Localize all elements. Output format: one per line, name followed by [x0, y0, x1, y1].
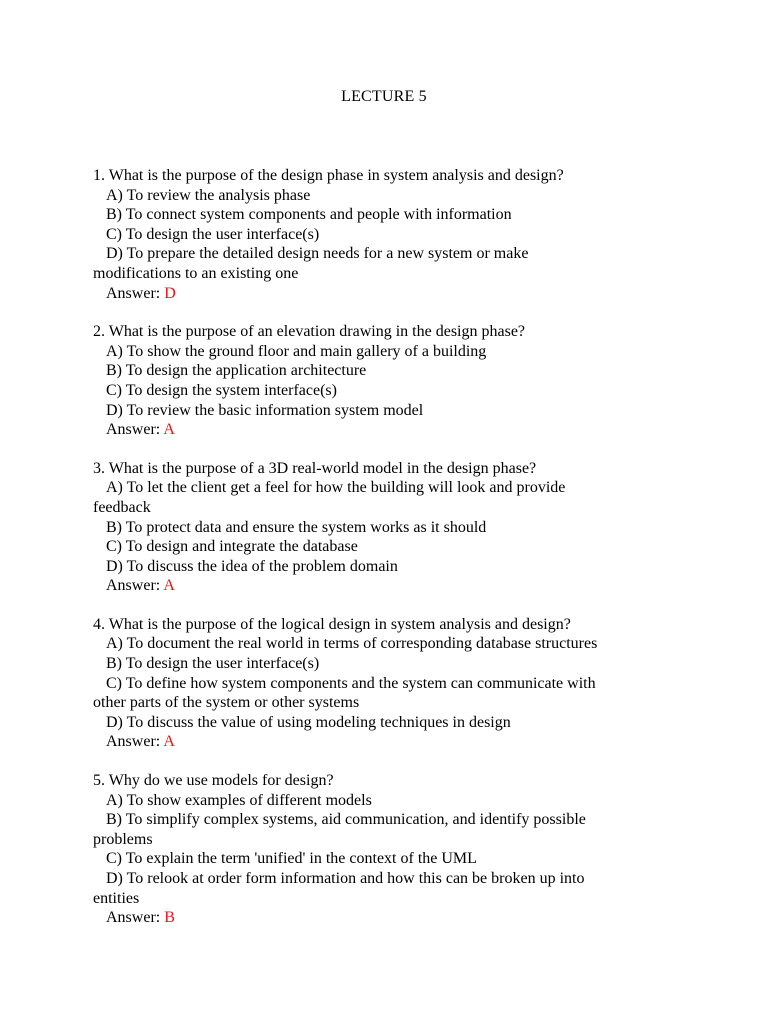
answer-line [93, 732, 673, 752]
option-b: B) To design the user interface(s) [106, 655, 320, 673]
option-b-continued: problems [93, 830, 153, 848]
question-text: 1. What is the purpose of the design phase in system analysis and design? [93, 167, 564, 184]
option-d-continued: entities [93, 889, 140, 907]
option-d: D) To discuss the idea of the problem domain [106, 557, 398, 575]
option-b: B) To design the application architecture [106, 362, 367, 380]
option-a: A) To show the ground floor and main gallery of a building [106, 342, 487, 360]
answer-value: B [164, 909, 175, 927]
answer-line [93, 420, 673, 440]
option-c: C) To design and integrate the database [106, 538, 358, 556]
question-text: 2. What is the purpose of an elevation drawing in the design phase? [93, 323, 526, 341]
question-2 [93, 322, 673, 440]
question-5 [93, 771, 673, 928]
option-d-continued: modifications to an existing one [93, 264, 299, 282]
question-text: 3. What is the purpose of a 3D real-world model in the design phase? [93, 459, 537, 477]
option-a: A) To document the real world in terms of corresponding database structures [106, 635, 598, 653]
option-b: B) To connect system components and people with information [106, 206, 512, 224]
option-c: C) To define how system components and the system can communicate with [106, 674, 596, 692]
answer-line [93, 908, 673, 928]
option-c-continued: other parts of the system or other systems [93, 694, 360, 712]
question-list [93, 166, 673, 947]
option-a: A) To let the client get a feel for how the building will look and provide [106, 479, 566, 497]
answer-value: A [163, 421, 175, 439]
option-b: B) To protect data and ensure the system works as it should [106, 518, 487, 536]
option-c: C) To explain the term 'unified' in the context of the UML [106, 850, 477, 868]
answer-label: Answer: [106, 284, 161, 302]
option-a: A) To review the analysis phase [106, 186, 311, 204]
answer-label: Answer: [106, 733, 161, 751]
option-a-continued: feedback [93, 498, 151, 516]
answer-value: A [163, 733, 175, 751]
question-text: 5. Why do we use models for design? [93, 772, 334, 790]
option-b: B) To simplify complex systems, aid communication, and identify possible [106, 811, 586, 829]
question-4 [93, 615, 673, 752]
option-c: C) To design the user interface(s) [106, 225, 320, 243]
option-d: D) To relook at order form information and how this can be broken up into [106, 870, 585, 887]
page-title: LECTURE 5 [341, 88, 427, 105]
answer-label: Answer: [106, 909, 161, 927]
answer-label: Answer: [106, 421, 161, 439]
option-d: D) To discuss the value of using modeling techniques in design [106, 713, 511, 731]
answer-value: D [164, 284, 176, 302]
answer-label: Answer: [106, 577, 161, 595]
answer-line [93, 576, 673, 596]
question-text: 4. What is the purpose of the logical design in system analysis and design? [93, 615, 571, 633]
question-1 [93, 166, 673, 303]
question-3 [93, 459, 673, 596]
option-c: C) To design the system interface(s) [106, 381, 337, 399]
answer-value: A [163, 577, 175, 595]
option-a: A) To show examples of different models [106, 791, 372, 809]
option-d: D) To review the basic information system model [106, 401, 424, 419]
answer-line [93, 284, 673, 304]
option-d: D) To prepare the detailed design needs for a new system or make [106, 245, 529, 263]
